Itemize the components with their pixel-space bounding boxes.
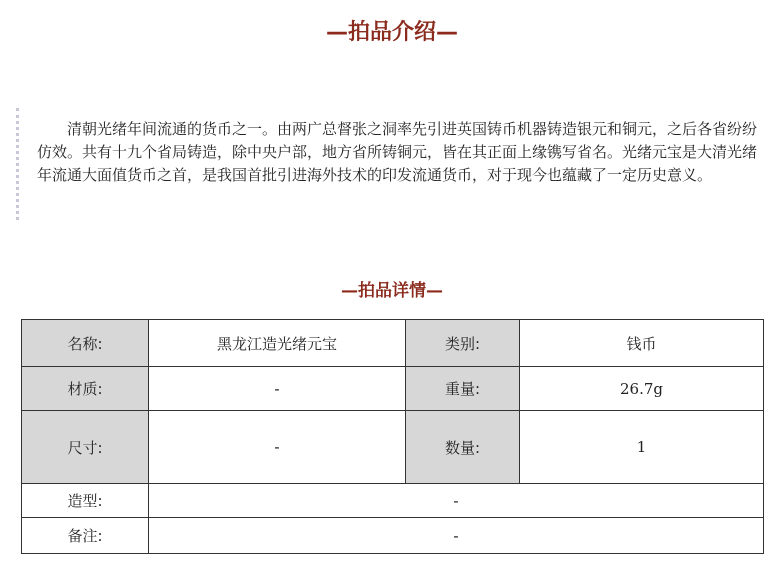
shape-value: - xyxy=(149,484,764,518)
quantity-value: 1 xyxy=(520,411,764,484)
table-row-remark xyxy=(22,518,764,554)
category-label: 类别: xyxy=(406,320,520,367)
shape-label: 造型: xyxy=(22,484,149,518)
table-row-name xyxy=(22,320,764,367)
intro-box xyxy=(16,108,758,220)
name-label: 名称: xyxy=(22,320,149,367)
details-section-title: —拍品详情— xyxy=(341,281,443,301)
material-value: - xyxy=(149,367,406,411)
intro-description: 清朝光绪年间流通的货币之一。由两广总督张之洞率先引进英国铸币机器铸造银元和铜元，之后各省纷纷仿效。共有十九个省局铸造，除中央户部，地方省所铸铜元，皆在其正面上缘镌写省名。光绪元宝是大清光绪年流通大面值货币之首，是我国首批引进海外技术的印发流通货币，对于现今也蕴藏了一定历史意义。 xyxy=(37,120,758,184)
name-value: 黑龙江造光绪元宝 xyxy=(149,320,406,367)
table-row-material xyxy=(22,367,764,411)
material-label: 材质: xyxy=(22,367,149,411)
remark-value: - xyxy=(149,518,764,554)
details-table xyxy=(21,319,764,554)
table-row-shape xyxy=(22,484,764,518)
category-value: 钱币 xyxy=(520,320,764,367)
weight-value: 26.7g xyxy=(520,367,764,411)
size-label: 尺寸: xyxy=(22,411,149,484)
quantity-label: 数量: xyxy=(406,411,520,484)
weight-label: 重量: xyxy=(406,367,520,411)
remark-label: 备注: xyxy=(22,518,149,554)
intro-section-title: —拍品介绍— xyxy=(325,20,458,45)
table-row-size xyxy=(22,411,764,484)
size-value: - xyxy=(149,411,406,484)
